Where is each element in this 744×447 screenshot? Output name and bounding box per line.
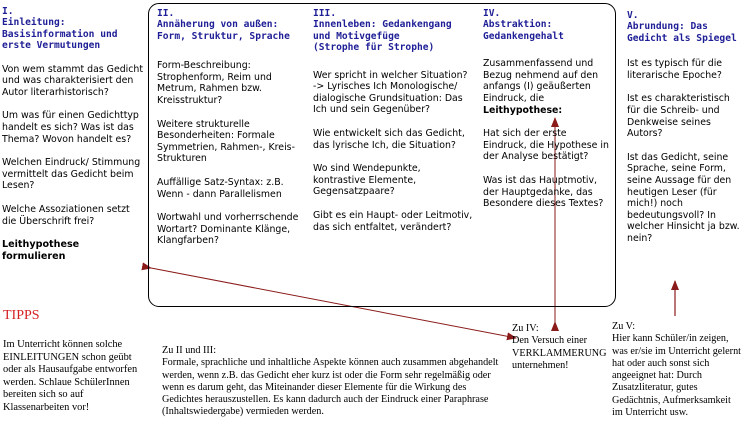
question: Um was für einen Gedichttyp handelt es sich? Was ist das Thema? Wovon handelt es? — [2, 110, 139, 145]
question: Auffällige Satz-Syntax: z.B. Wenn - dann Parallelismen — [157, 176, 284, 200]
question: Ist es typisch für die literarische Epoche? — [627, 58, 723, 81]
section-number: II. — [157, 8, 175, 19]
question: Wo sind Wendepunkte, kontrastive Elemente, Gegensatzpaare? — [313, 163, 421, 198]
section-subtitle: (Strophe für Strophe) — [313, 42, 435, 54]
note-text: Hier kann Schüler/in zeigen, was er/sie im Unterricht gelernt hat oder auch sonst sich angeeignet hat: Durch Zusatzliteratur, gutes Gedächtnis, Aufmerksamkeit im Unterricht usw. — [612, 333, 741, 419]
leithypothese-target: Leithypothese: — [483, 104, 563, 116]
intro-text — [483, 58, 611, 116]
note-zu-5 — [612, 321, 742, 419]
tipps-text: Im Unterricht können solche EINLEITUNGEN schon geübt oder als Hausaufgabe entworfen werden. Schlaue SchülerInnen bereiten sich so auf Klassenarbeiten vor! — [3, 339, 138, 413]
section-number: IV. — [483, 8, 501, 19]
section-innenleben-heading — [313, 8, 473, 54]
section-title: Annäherung von außen: Form, Struktur, Sprache — [157, 19, 290, 42]
note-zu-4 — [512, 323, 607, 372]
question: Wie entwickelt sich das Gedicht, das lyrische Ich, die Situation? — [313, 128, 465, 151]
section-abstraktion — [483, 8, 611, 222]
section-einleitung-heading — [2, 6, 144, 52]
question: Was ist das Hauptmotiv, der Hauptgedanke, das Besondere dieses Textes? — [483, 174, 604, 210]
question: Hat sich der erste Eindruck, die Hypothese in der Analyse bestätigt? — [483, 128, 609, 163]
question: Ist es charakteristisch für die Schreib- und Denkweise seines Autors? — [627, 93, 730, 140]
section-title: Abstraktion: Gedankengehalt — [483, 19, 564, 42]
note-zu-2-3 — [162, 345, 502, 419]
section-innenleben — [313, 8, 473, 245]
section-number: V. — [627, 10, 639, 21]
section-abstraktion-heading — [483, 8, 611, 42]
section-title: Einleitung: — [2, 17, 66, 29]
note-title: Zu II und III: — [162, 345, 217, 356]
section-annaeherung — [157, 8, 303, 259]
section-abrundung-heading — [627, 10, 741, 44]
question: Wer spricht in welcher Situation? -> Lyrisches Ich Monologische/ dialogische Grundsituation: Das Ich und sein Gegenüber? — [313, 69, 468, 116]
intro: Zusammenfassend und Bezug nehmend auf den anfangs (I) geäußerten Eindruck, — [483, 58, 599, 104]
question: Ist das Gedicht, seine Sprache, seine Form, seine Aussage für den heutigen Leser (für mich!) noch bedeutungsvoll? In welcher Hinsicht ja bzw. nein? — [627, 151, 740, 244]
note-text: Den Versuch einer VERKLAMMERUNG unternehmen! — [512, 335, 607, 371]
section-title: Innenleben: Gedankengang und Motivgefüge — [313, 19, 452, 42]
note-title: Zu IV: — [512, 323, 539, 334]
tipps-title: TIPPS — [3, 308, 40, 323]
question: Welche Assoziationen setzt die Überschrift frei? — [2, 203, 130, 227]
section-number: I. — [2, 6, 14, 17]
question: Welchen Eindruck/ Stimmung vermittelt das Gedicht beim Lesen? — [2, 157, 141, 192]
question: Wortwahl und vorherrschende Wortart? Dominante Klänge, Klangfarben? — [157, 212, 299, 247]
note-title: Zu V: — [612, 321, 636, 332]
section-title: Abrundung: Das Gedicht als Spiegel — [627, 21, 737, 44]
question: Von wem stammt das Gedicht und was charakterisiert den Autor literarhistorisch? — [2, 63, 144, 98]
note-text: Formale, sprachliche und inhaltliche Aspekte können auch zusammen abgehandelt werden, wenn z.B. das Gedicht eher kurz ist oder die Form sehr regelmäßig oder wenn es darum geht, das Miteinander dieser Elemente für die Wirkung des Gedichtes herauszustellen. Es kann dadurch auch der Eindruck einer Paraphrase (Inhaltswiedergabe) vermieden werden. — [162, 357, 499, 418]
intro-prefix: die — [529, 93, 545, 104]
section-number: III. — [313, 8, 337, 19]
section-abrundung — [627, 10, 741, 257]
question: Form-Beschreibung: Strophenform, Reim und Metrum, Rahmen bzw. Kreisstruktur? — [157, 60, 272, 106]
question: Weitere strukturelle Besonderheiten: Formale Symmetrien, Rahmen-, Kreis-Strukturen — [157, 118, 295, 165]
leithypothese-label: Leithypothese formulieren — [2, 239, 80, 262]
question: Gibt es ein Haupt- oder Leitmotiv, das sich entfaltet, verändert? — [313, 209, 473, 233]
section-annaeherung-heading — [157, 8, 303, 42]
section-subtitle: Basisinformation und erste Vermutungen — [2, 28, 118, 52]
section-einleitung — [2, 6, 144, 262]
